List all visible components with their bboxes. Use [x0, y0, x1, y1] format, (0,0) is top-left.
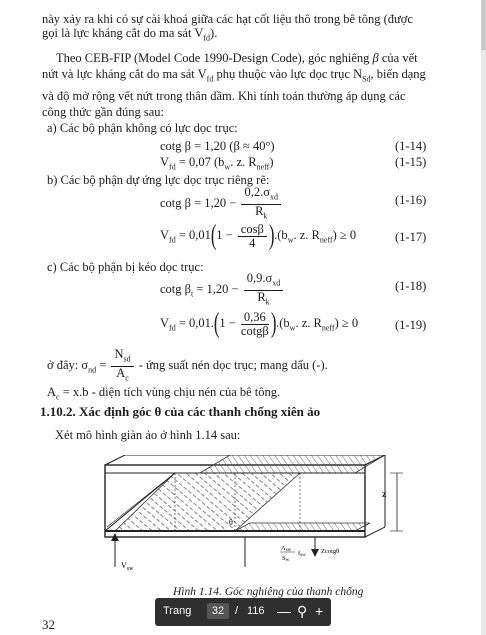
equation-number-1-14: (1-14) [395, 139, 427, 153]
strut-field [200, 455, 385, 473]
figure-intro: Xét mô hình giàn ảo ở hình 1.14 sau: [55, 428, 241, 442]
strut-field-side [235, 523, 370, 531]
page-label: Trang [163, 605, 192, 617]
page-number: 32 [42, 617, 55, 632]
equation-number-1-16: (1-16) [395, 193, 427, 207]
label-sw: Sw [282, 555, 290, 563]
equation-number-1-19: (1-19) [395, 318, 427, 332]
equation-1-18: cotg $\beta_t = 1,20$ − $\frac{0,9.\sigma_{xd}}{R_k}$ [160, 272, 285, 308]
section-heading-1-10-2: 1.10.2. Xác định góc θ của các thanh chống xiên ảo [40, 404, 321, 419]
section-b-title: b) Các bộ phận dự ứng lực dọc trục riêng rẽ: [47, 173, 270, 187]
zoom-icon[interactable]: ⚲ [297, 603, 308, 619]
label-z: z [382, 489, 387, 500]
zoom-out-button[interactable]: — [277, 603, 291, 619]
page-separator: / [235, 605, 239, 617]
equation-number-1-18: (1-18) [395, 279, 427, 293]
current-page-input[interactable]: 32 [207, 603, 229, 619]
label-vsw: $V_{sw}$ [121, 561, 134, 572]
zoom-in-button[interactable]: + [315, 603, 324, 619]
definition-ac: $A_c = x.b$ - diện tích vùng chịu nén của bê tông. [47, 385, 281, 402]
paragraph-1: này xảy ra khi có sự cài khoá giữa các hạt cốt liệu thô trong bê tông (được gọi là lực kháng cắt do ma sát $V_{fd}$). [42, 12, 413, 43]
paragraph-2: Theo CEB-FIP (Model Code 1990-Design Code), góc nghiêng β của vết nứt và lực kháng cắt do ma sát $V_{fd}$ phụ thuộc vào lực dọc trục $N_{Sd}$, biến dạng và độ mở rộng vết nứt trong thân dầm. Khi tính toán thường áp dụng các công thức gần đúng sau: [42, 51, 426, 119]
equation-number-1-17: (1-17) [395, 230, 427, 244]
compression-zone [115, 473, 300, 531]
equation-1-16: cotg β = 1,20 − $\frac{0,2.\sigma_{xd}}{R_k}$ [160, 186, 283, 222]
definition-sigma-nd: ở đây: $\sigma_{nd}$ = $\frac{N_{sd}}{A_c}$ - ứng suất nén dọc trục; mang dấu (-). [47, 347, 328, 382]
equation-1-14: cotg β = 1,20 (β ≈ 40°) [160, 139, 275, 153]
label-asw: Asw [281, 545, 292, 553]
label-theta: θ [229, 518, 233, 527]
equation-1-15: $V_{fd} = 0,07$ ($b_w$. z. $R_{neff}$) [160, 155, 274, 172]
label-zcotg: Zcotgθ [321, 548, 340, 555]
truss-figure [85, 455, 425, 590]
total-pages: 116 [247, 605, 265, 617]
section-a-title: a) Các bộ phận không có lực dọc trục: [47, 121, 238, 135]
section-c-title: c) Các bộ phận bị kéo dọc trục: [47, 260, 204, 274]
page-toolbar [155, 598, 331, 626]
equation-1-17: $V_{fd} = 0,01(1$ − $\frac{\cos\beta}{4}$ )$.(b_w$. z. $R_{neff}) \ge 0$ [160, 220, 357, 251]
vertical-scrollbar[interactable] [481, 0, 486, 635]
equation-1-19: $V_{fd} = 0,01.(1$ − $\frac{0,36}{\cot g\beta}$ )$.(b_w$. z. $R_{neff}) \ge 0$ [160, 308, 359, 339]
figure-caption: Hình 1.14. Góc nghiêng của thanh chống [173, 586, 364, 598]
equation-number-1-15: (1-15) [395, 155, 427, 169]
scrollbar-thumb[interactable] [481, 0, 486, 50]
label-fsw: fsw [298, 550, 306, 558]
